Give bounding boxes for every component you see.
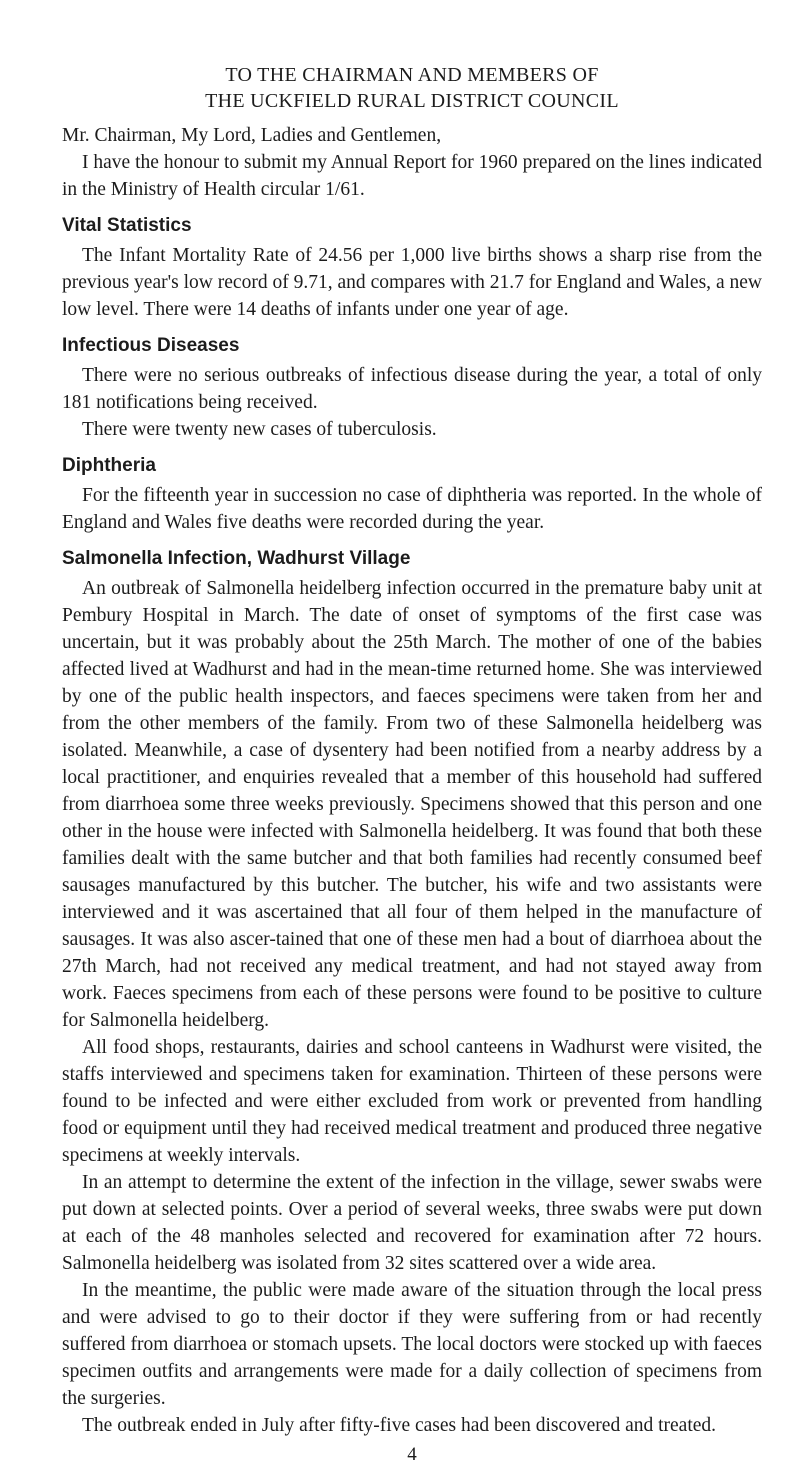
intro-paragraph: I have the honour to submit my Annual Report for 1960 prepared on the lines indicated in the Ministry of Health circular 1/61.: [62, 152, 762, 200]
page-number: 4: [407, 1444, 417, 1465]
infectious-diseases-paragraph-2: There were twenty new cases of tuberculosis.: [82, 419, 437, 440]
vital-statistics-paragraph: The Infant Mortality Rate of 24.56 per 1,000 live births shows a sharp rise from the previous year's low record of 9.71, and compares with 21.7 for England and Wales, a new low level. There were 14 deaths of infants under one year of age.: [62, 245, 762, 320]
title-line-2: THE UCKFIELD RURAL DISTRICT COUNCIL: [205, 90, 619, 112]
title-line-1: TO THE CHAIRMAN AND MEMBERS OF: [225, 64, 599, 86]
section-heading-diphtheria: Diphtheria: [62, 455, 156, 476]
salmonella-paragraph-4: In the meantime, the public were made aware of the situation through the local press and were advised to go to their doctor if they were suffering from or had recently suffered from diarrhoea or stomach upsets. The local doctors were stocked up with faeces specimen outfits and arrangements were made for a daily collection of specimens from the surgeries.: [62, 1280, 762, 1409]
salutation: Mr. Chairman, My Lord, Ladies and Gentlemen,: [62, 125, 442, 146]
section-heading-infectious-diseases: Infectious Diseases: [62, 335, 240, 356]
section-heading-salmonella: Salmonella Infection, Wadhurst Village: [62, 548, 411, 569]
salmonella-paragraph-3: In an attempt to determine the extent of the infection in the village, sewer swabs were put down at selected points. Over a period of several weeks, three swabs were put down at each of the 48 manholes selected and recovered for examination after 72 hours. Salmonella heidelberg was isolated from 32 sites scattered over a wide area.: [62, 1172, 762, 1274]
section-heading-vital-statistics: Vital Statistics: [62, 215, 192, 236]
report-page: [62, 62, 762, 1468]
salmonella-paragraph-5: The outbreak ended in July after fifty-five cases had been discovered and treated.: [82, 1415, 717, 1436]
infectious-diseases-paragraph-1: There were no serious outbreaks of infectious disease during the year, a total of only 181 notifications being received.: [62, 365, 762, 413]
report-title: [62, 62, 762, 114]
salmonella-paragraph-2: All food shops, restaurants, dairies and school canteens in Wadhurst were visited, the staffs interviewed and specimens taken for examination. Thirteen of these persons were found to be infected and were either excluded from work or prevented from handling food or equipment until they had received medical treatment and produced three negative specimens at weekly intervals.: [62, 1037, 762, 1166]
salmonella-paragraph-1: An outbreak of Salmonella heidelberg infection occurred in the premature baby unit at Pembury Hospital in March. The date of onset of symptoms of the first case was uncertain, but it was probably about the 25th March. The mother of one of the babies affected lived at Wadhurst and had in the mean-time returned home. She was interviewed by one of the public health inspectors, and faeces specimens were taken from her and from the other members of the family. From two of these Salmonella heidelberg was isolated. Meanwhile, a case of dysentery had been notified from a nearby address by a local practitioner, and enquiries revealed that a member of this household had suffered from diarrhoea some three weeks previously. Specimens showed that this person and one other in the house were infected with Salmonella heidelberg. It was found that both these families dealt with the same butcher and that both families had recently consumed beef sausages manufactured by this butcher. The butcher, his wife and two assistants were interviewed and it was ascertained that all four of them helped in the manufacture of sausages. It was also ascer-tained that one of these men had a bout of diarrhoea about the 27th March, had not received any medical treatment, and had not stayed away from work. Faeces specimens from each of these persons were found to be positive to culture for Salmonella heidelberg.: [62, 578, 762, 1031]
diphtheria-paragraph: For the fifteenth year in succession no case of diphtheria was reported. In the whole of England and Wales five deaths were recorded during the year.: [62, 485, 762, 533]
